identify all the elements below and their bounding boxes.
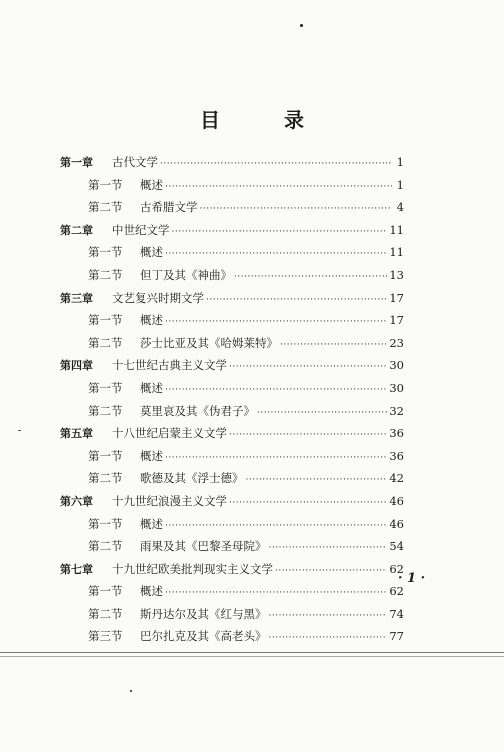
toc-entry-label: 第二节	[88, 606, 123, 621]
dot-leader	[200, 204, 393, 214]
toc-entry-title: 十九世纪浪漫主义文学	[112, 493, 227, 508]
bottom-rule	[0, 656, 504, 657]
toc-chapter-row	[60, 425, 404, 448]
toc-page-number: 62	[389, 584, 404, 599]
toc-page-number: 17	[389, 290, 404, 305]
dot-leader	[234, 272, 387, 282]
toc-chapter-row	[60, 290, 404, 313]
dot-leader	[165, 521, 387, 531]
toc-entry-label: 第七章	[60, 562, 93, 576]
bottom-rule	[0, 652, 504, 653]
toc-section-row	[60, 335, 404, 358]
toc-chapter-row	[60, 493, 404, 516]
toc-entry-title: 十七世纪古典主义文学	[112, 358, 227, 373]
dot-leader	[165, 317, 387, 327]
toc-entry-title: 文艺复兴时期文学	[112, 290, 204, 305]
toc-section-row	[60, 470, 404, 493]
toc-section-row	[60, 538, 404, 561]
dot-leader	[165, 385, 387, 395]
toc-entry-title: 概述	[140, 380, 163, 395]
toc-entry-title: 十八世纪启蒙主义文学	[112, 426, 227, 441]
toc-entry-title: 中世纪文学	[112, 222, 170, 237]
dot-leader	[206, 295, 387, 305]
toc-section-row	[60, 244, 404, 267]
dot-leader	[269, 633, 388, 643]
toc-entry-title: 斯丹达尔及其《红与黑》	[140, 606, 267, 621]
toc-entry-label: 第三节	[88, 629, 123, 644]
toc-chapter-row	[60, 357, 404, 380]
toc-entry-title: 概述	[140, 448, 163, 463]
toc-entry-title: 莎士比亚及其《哈姆莱特》	[140, 335, 278, 350]
page-title: 目 录	[200, 108, 326, 132]
toc-entry-title: 概述	[140, 313, 163, 328]
toc-entry-label: 第一节	[88, 584, 123, 599]
ink-speck	[300, 24, 303, 27]
toc-section-row	[60, 448, 404, 471]
toc-page-number: 77	[389, 629, 404, 644]
toc-entry-label: 第二节	[88, 403, 123, 418]
toc-page-number: 74	[389, 606, 404, 621]
toc-entry-title: 雨果及其《巴黎圣母院》	[140, 539, 267, 554]
toc-entry-label: 第二节	[88, 471, 123, 486]
toc-page-number: 13	[389, 267, 404, 282]
toc-page-number: 30	[389, 380, 404, 395]
toc-section-row	[60, 380, 404, 403]
page-number: · 1 ·	[398, 571, 426, 586]
toc-entry-title: 概述	[140, 584, 163, 599]
toc-page-number: 4	[396, 200, 404, 215]
toc-entry-label: 第一节	[88, 448, 123, 463]
toc-page-number: 30	[389, 358, 404, 373]
toc-page-number: 1	[396, 155, 404, 169]
toc-page-number: 17	[389, 313, 404, 328]
dot-leader	[165, 249, 387, 259]
toc-entry-title: 但丁及其《神曲》	[140, 267, 232, 282]
dot-leader	[229, 498, 387, 508]
toc-entry-label: 第五章	[60, 427, 93, 441]
toc-entry-title: 概述	[140, 245, 163, 260]
toc-entry-label: 第一章	[60, 156, 93, 169]
toc-entry-label: 第一节	[88, 313, 123, 328]
toc-section-row	[60, 177, 404, 200]
ink-speck	[18, 430, 21, 431]
toc-entry-label: 第六章	[60, 494, 93, 508]
toc-chapter-row	[60, 561, 404, 584]
toc-chapter-row	[60, 154, 404, 177]
toc-page-number: 36	[389, 448, 404, 463]
dot-leader	[269, 543, 388, 553]
toc-section-row	[60, 312, 404, 335]
toc-entry-label: 第一节	[88, 380, 123, 395]
toc-section-row	[60, 628, 404, 651]
toc-page-number: 46	[389, 493, 404, 508]
toc-page-number: 32	[389, 403, 404, 418]
toc-page-number: 1	[396, 177, 404, 192]
toc-section-row	[60, 583, 404, 606]
toc-page-number: 42	[389, 471, 404, 486]
toc-section-row	[60, 403, 404, 426]
ink-speck	[130, 690, 132, 692]
toc-entry-label: 第四章	[60, 359, 93, 373]
toc-page-number: 23	[389, 335, 404, 350]
toc-entry-label: 第三章	[60, 291, 93, 305]
toc-entry-label: 第一节	[88, 516, 123, 531]
dot-leader	[269, 611, 388, 621]
toc-entry-title: 莫里哀及其《伪君子》	[140, 403, 255, 418]
toc-entry-title: 巴尔扎克及其《高老头》	[140, 629, 267, 644]
toc-chapter-row	[60, 222, 404, 245]
toc-page-number: 36	[389, 426, 404, 441]
toc-page-number: 54	[389, 539, 404, 554]
toc-entry-label: 第二节	[88, 267, 123, 282]
toc-entry-title: 十九世纪欧美批判现实主义文学	[112, 561, 273, 576]
toc-entry-label: 第二节	[88, 539, 123, 554]
toc-section-row	[60, 199, 404, 222]
toc-entry-title: 古代文学	[112, 155, 158, 169]
dot-leader	[165, 182, 392, 192]
dot-leader	[257, 408, 387, 418]
toc-page-number: 11	[389, 222, 404, 237]
toc-entry-title: 概述	[140, 177, 163, 192]
dot-leader	[172, 227, 388, 237]
dot-leader	[229, 430, 387, 440]
toc-section-row	[60, 516, 404, 539]
toc-entry-label: 第二节	[88, 200, 123, 215]
dot-leader	[165, 588, 387, 598]
dot-leader	[165, 453, 387, 463]
dot-leader	[229, 362, 387, 372]
dot-leader	[280, 340, 387, 350]
dot-leader	[160, 159, 392, 169]
toc-section-row	[60, 606, 404, 629]
toc-entry-label: 第二节	[88, 335, 123, 350]
dot-leader	[275, 566, 387, 576]
toc-entry-label: 第一节	[88, 177, 123, 192]
toc-entry-title: 古希腊文学	[140, 200, 198, 215]
toc-entry-label: 第二章	[60, 223, 93, 237]
toc-page-number: 46	[389, 516, 404, 531]
table-of-contents	[60, 154, 404, 651]
toc-entry-title: 概述	[140, 516, 163, 531]
toc-page-number: 11	[389, 245, 404, 260]
toc-section-row	[60, 267, 404, 290]
toc-entry-label: 第一节	[88, 245, 123, 260]
toc-page-number: 62	[389, 561, 404, 576]
dot-leader	[246, 475, 388, 485]
toc-entry-title: 歌德及其《浮士德》	[140, 471, 244, 486]
